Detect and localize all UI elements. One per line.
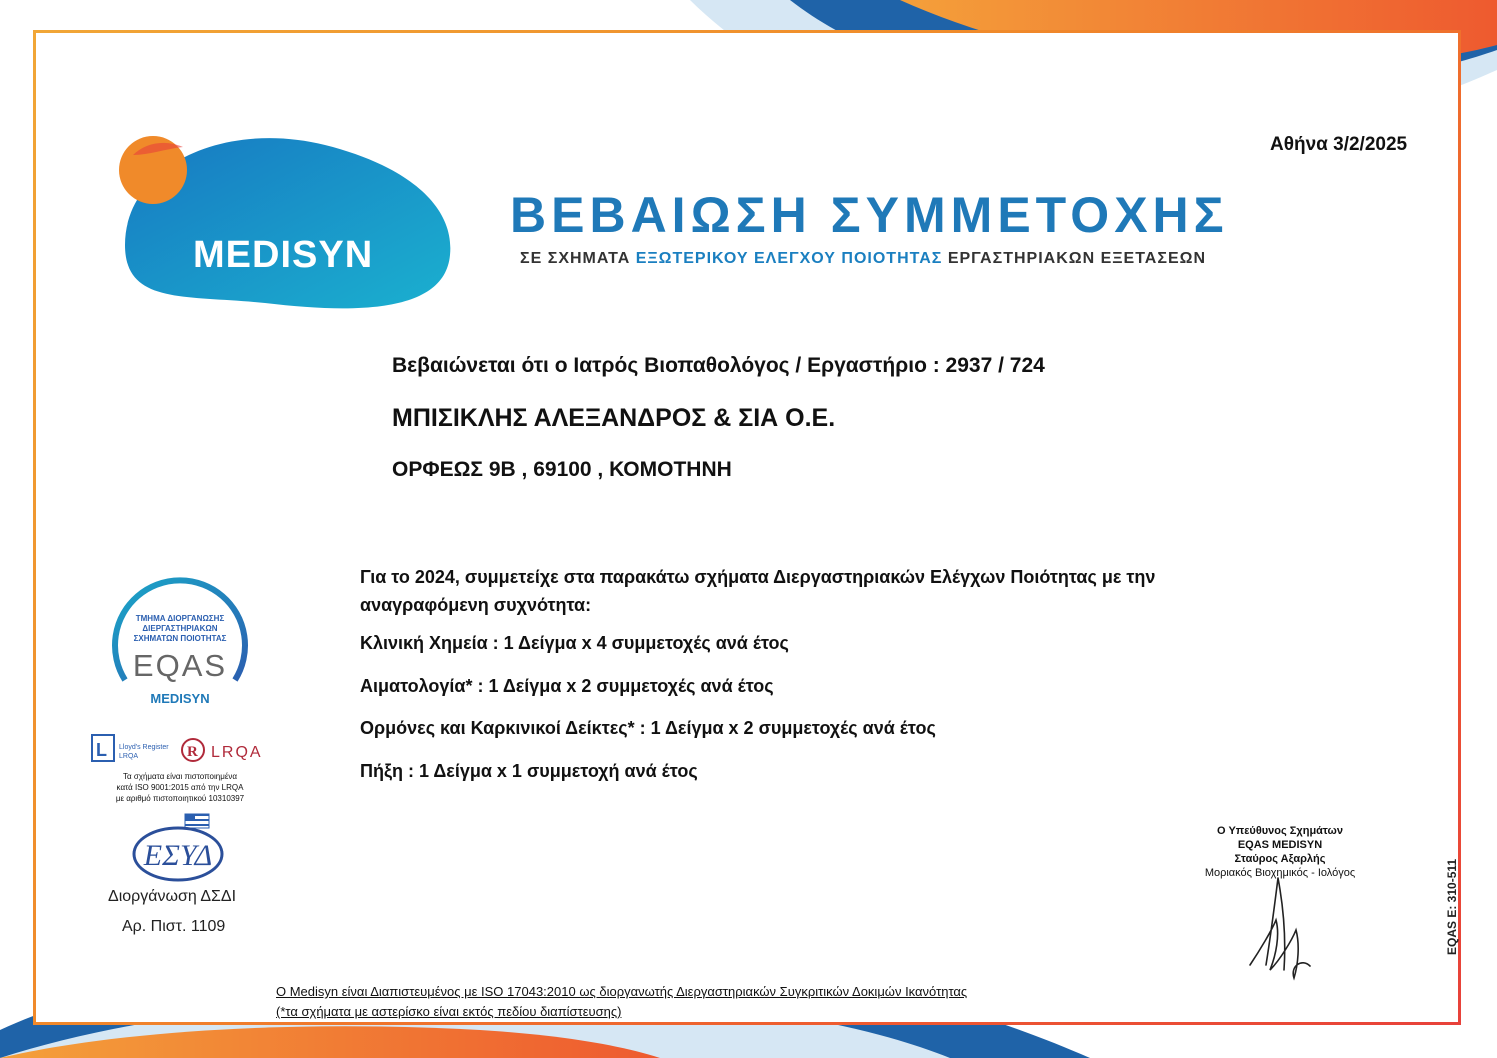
scheme-item-4: Πήξη : 1 Δείγμα x 1 συμμετοχή ανά έτος [360,761,698,781]
side-code: EQAS E: 310-511 [1445,858,1459,955]
lrqa-note [90,771,270,804]
page-title: ΒΕΒΑΙΩΣΗ ΣΥΜΜΕΤΟΧΗΣ [510,187,1229,243]
esyd-logo [130,812,230,884]
signature-org: EQAS MEDISYN [1237,839,1323,851]
scheme-item-2: Αιματολογία* : 1 Δείγμα x 2 συμμετοχές ανά έτος [360,676,774,696]
medisyn-logo [105,125,465,325]
handwritten-signature [1240,870,1320,985]
lr-text-1: Lloyd's Register [119,744,169,751]
footer-note [276,982,967,1022]
recipient-name: ΜΠΙΣΙΚΛΗΣ ΑΛΕΞΑΝΔΡΟΣ & ΣΙΑ Ο.Ε. [392,404,836,432]
svg-text:L: L [96,740,107,760]
lrqa-note-2: κατά ISO 9001:2015 από την LRQA [116,783,244,792]
signature-name: Σταύρος Αξαρλής [1234,853,1326,865]
subtitle-part-1: ΣΕ ΣΧΗΜΑΤΑ [520,250,636,267]
esyd-cert-number: Αρ. Πιστ. 1109 [122,918,226,935]
svg-text:R: R [187,744,198,760]
logo-text: MEDISYN [193,234,374,276]
scheme-item-1: Κλινική Χημεία : 1 Δείγμα x 4 συμμετοχές ανά έτος [360,633,789,653]
badge-line-2: ΔΙΕΡΓΑΣΤΗΡΙΑΚΩΝ [142,624,218,633]
badge-main: EQAS [132,648,228,683]
lrqa-note-1: Τα σχήματα είναι πιστοποιημένα [122,772,238,781]
lr-text-2: LRQA [119,753,139,760]
lrqa-note-3: με αριθμό πιστοποιητικού 10310397 [115,794,245,803]
footer-line-1: Ο Medisyn είναι Διαπιστευμένος με ISO 17043:2010 ως διοργανωτής Διεργαστηριακών Συγκριτικών Δοκιμών Ικανότητας [276,984,968,999]
esyd-organization: Διοργάνωση ΔΣΔΙ [108,888,237,905]
badge-line-3: ΣΧΗΜΑΤΩΝ ΠΟΙΟΤΗΤΑΣ [133,634,227,643]
eqas-badge [105,575,255,710]
esyd-logo-text: ΕΣΥΔ [143,839,213,872]
badge-line-1: ΤΜΗΜΑ ΔΙΟΡΓΑΝΩΣΗΣ [135,614,225,623]
participation-paragraph: Για το 2024, συμμετείχε στα παρακάτω σχήματα Διεργαστηριακών Ελέγχων Ποιότητας με την αναγραφόμενη συχνότητα: [360,567,1156,615]
recipient-address: ΟΡΦΕΩΣ 9Β , 69100 , ΚΟΜΟΤΗΝΗ [392,458,732,481]
issue-date: Αθήνα 3/2/2025 [1270,134,1408,155]
footer-line-2: (*τα σχήματα με αστερίσκο είναι εκτός πεδίου διαπίστευσης) [276,1004,622,1019]
signature-role: Ο Υπεύθυνος Σχημάτων [1217,825,1343,837]
subtitle-highlight: ΕΞΩΤΕΡΙΚΟΥ ΕΛΕΓΧΟΥ ΠΟΙΟΤΗΤΑΣ [635,250,943,267]
lrqa-logos [90,732,270,768]
badge-brand: MEDISYN [150,691,210,706]
recipient-intro: Βεβαιώνεται ότι ο Ιατρός Βιοπαθολόγος / Εργαστήριο : 2937 / 724 [392,354,1045,377]
lrqa-label: LRQA [211,744,263,761]
scheme-item-3: Ορμόνες και Καρκινικοί Δείκτες* : 1 Δείγμα x 2 συμμετοχές ανά έτος [360,718,936,738]
subtitle-part-2: ΕΡΓΑΣΤΗΡΙΑΚΩΝ ΕΞΕΤΑΣΕΩΝ [942,250,1207,267]
page-subtitle [520,250,1206,268]
signature-title: Μοριακός Βιοχημικός - Ιολόγος [1204,867,1356,879]
